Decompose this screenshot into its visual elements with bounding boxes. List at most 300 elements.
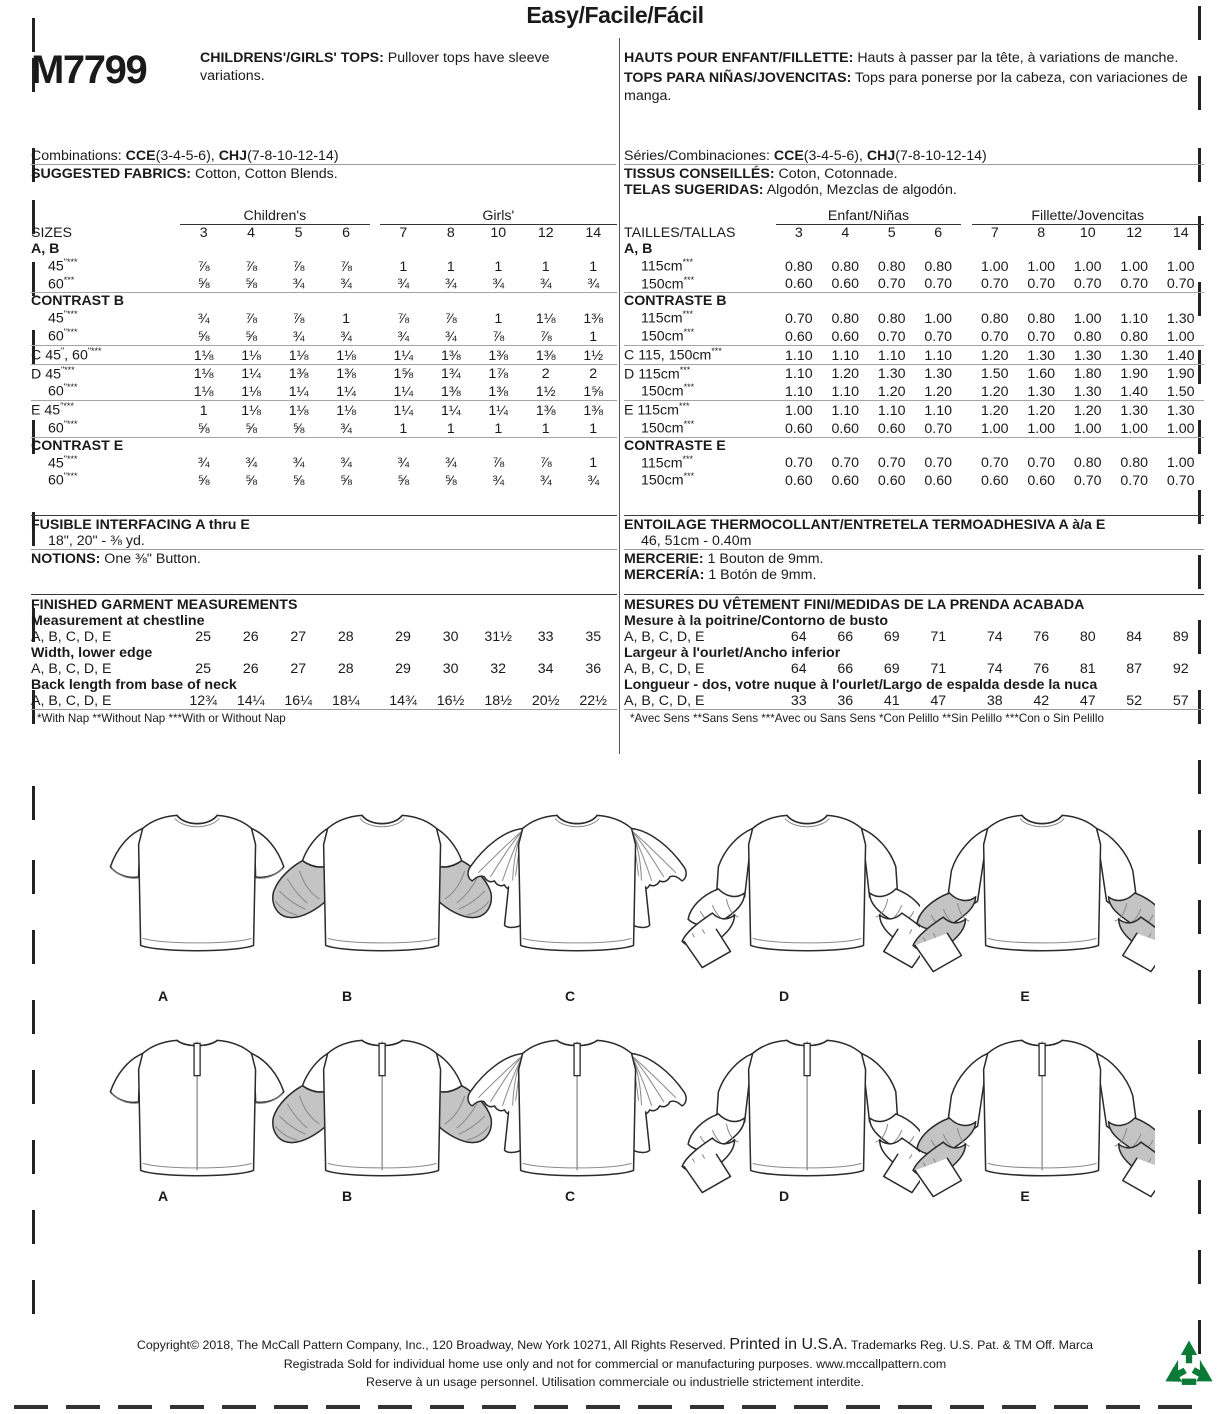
yardage-cell: 1⅛ <box>322 401 369 419</box>
yardage-cell: ⅝ <box>197 473 210 490</box>
measurement-caption-row <box>31 613 617 629</box>
yardage-cell: 1.30 <box>1018 345 1064 364</box>
group-gap <box>370 437 380 454</box>
yardage-cell: 0.70 <box>1073 473 1102 490</box>
size-header-7: 7 <box>399 225 408 241</box>
measurement-cell: 35 <box>585 629 602 645</box>
yardage-cell: ⅝ <box>197 420 210 437</box>
yardage-cell: 1.20 <box>1064 401 1110 419</box>
measurement-cell: 34 <box>537 661 554 677</box>
yardage-cell <box>822 293 868 310</box>
yardage-cell: 1.00 <box>980 420 1009 437</box>
yardage-row-label: A, B <box>624 241 653 257</box>
yardage-cell: ⅞ <box>539 455 552 472</box>
yardage-cell <box>569 293 617 310</box>
group-gap <box>961 225 971 242</box>
yardage-cell: 0.80 <box>784 258 813 275</box>
yardage-cell: 0.70 <box>1027 276 1056 293</box>
yardage-cell <box>227 241 274 257</box>
measurement-cell: 16¼ <box>284 693 313 709</box>
yardage-cell: ¾ <box>492 276 505 293</box>
yardage-cell: 1.00 <box>980 258 1009 275</box>
yardage-data-row <box>624 471 1204 489</box>
yardage-cell: 1.20 <box>980 384 1009 401</box>
measurement-cell: 64 <box>790 629 807 645</box>
entoilage-title: ENTOILAGE THERMOCOLLANT/ENTRETELA TERMOADHESIVA A à/a E <box>624 517 1106 533</box>
yardage-section-header-row <box>624 437 1204 454</box>
yardage-cell: 0.60 <box>784 276 813 293</box>
yardage-data-row <box>624 327 1204 345</box>
measurement-cell: 18¼ <box>331 693 360 709</box>
size-group-header-row <box>624 208 1204 225</box>
group-gap <box>370 629 380 645</box>
measurement-cell: 16½ <box>436 693 465 709</box>
yardage-cell <box>1111 241 1157 257</box>
yardage-cell <box>180 437 227 454</box>
measurement-caption-row <box>624 677 1204 693</box>
yardage-row-label: 60"*** <box>48 327 78 345</box>
measurement-cell: 30 <box>442 629 459 645</box>
sizes-row <box>31 225 617 242</box>
yardage-row-label: CONTRAST B <box>31 293 180 310</box>
group-gap <box>961 293 971 310</box>
sizes-label: TAILLES/TALLAS <box>624 225 736 241</box>
garment-view-back-e <box>905 1025 1155 1215</box>
cut-line-dash <box>534 1405 568 1409</box>
telas-label: TELAS SUGERIDAS: <box>624 182 764 198</box>
yardage-cell: 0.70 <box>924 328 953 345</box>
combinations-right <box>624 148 1204 198</box>
measurement-cell: 41 <box>883 693 900 709</box>
yardage-cell: 0.70 <box>877 276 906 293</box>
yardage-cell <box>822 437 868 454</box>
yardage-cell: 1.30 <box>1064 345 1110 364</box>
yardage-cell: 1.00 <box>1073 311 1102 328</box>
yardage-cell <box>227 437 274 454</box>
yardage-section-header-row <box>31 437 617 454</box>
yardage-cell: 0.80 <box>1027 311 1056 328</box>
yardage-cell: 1¼ <box>336 384 356 401</box>
yardage-row-label: 45"*** <box>48 309 78 328</box>
registration-tick <box>1198 760 1201 794</box>
yardage-cell: 1⅛ <box>322 345 369 364</box>
measurement-cell: 66 <box>837 629 854 645</box>
yardage-cell <box>776 241 822 257</box>
yardage-cell: ¾ <box>397 328 410 345</box>
cut-line-dash <box>794 1405 828 1409</box>
yardage-table-metric <box>624 208 1204 489</box>
tissus-value: Coton, Cotonnade. <box>774 166 898 182</box>
measurement-cell: 69 <box>883 629 900 645</box>
group-gap <box>961 693 971 709</box>
yardage-cell: ¾ <box>397 276 410 293</box>
measurement-cell: 14¾ <box>389 693 417 709</box>
measurement-cell: 22½ <box>579 693 608 709</box>
yardage-cell: 0.60 <box>784 473 813 490</box>
yardage-data-row <box>31 364 617 382</box>
group-gap <box>961 661 971 677</box>
yardage-cell: 0.80 <box>1073 328 1102 345</box>
group-gap <box>961 629 971 645</box>
notions-label: NOTIONS: <box>31 551 101 567</box>
yardage-cell: 1 <box>589 328 598 345</box>
measurement-caption: Measurement at chestline <box>31 613 205 629</box>
yardage-row-label: D 115cm*** <box>624 364 776 382</box>
yardage-cell: 0.60 <box>877 473 906 490</box>
cut-line-dash <box>1106 1405 1140 1409</box>
group-gap <box>370 419 380 437</box>
spacer-cell <box>624 208 776 225</box>
yardage-cell <box>380 293 427 310</box>
footer-line-2: Registrada Sold for individual home use only and not for commercial or manufacturing purposes. www.mccallpattern.com <box>283 1357 947 1372</box>
yardage-cell: 0.80 <box>831 258 860 275</box>
measurement-values-row <box>624 629 1204 645</box>
yardage-cell: 0.70 <box>1027 328 1056 345</box>
measurement-caption-row <box>31 645 617 661</box>
view-label-back-b: B <box>341 1188 353 1204</box>
yardage-cell: 1¼ <box>380 345 427 364</box>
yardage-cell: 1⅛ <box>180 364 227 382</box>
spacer-cell <box>31 208 180 225</box>
measurement-cell: 84 <box>1126 629 1143 645</box>
group-header-children: Children's <box>180 208 370 225</box>
garment-view-front-c <box>440 800 690 990</box>
measurement-cell: 26 <box>242 661 259 677</box>
entoilage-value: 46, 51cm - 0.40m <box>641 533 752 549</box>
yardage-cell: 1¼ <box>393 384 414 401</box>
measurement-cell: 71 <box>930 661 947 677</box>
yardage-cell <box>475 437 522 454</box>
group-gap <box>370 241 380 257</box>
group-gap <box>370 382 380 400</box>
yardage-cell: ⅝ <box>397 473 410 490</box>
finished-measurements-imperial <box>31 594 617 725</box>
finished-measurements-grid <box>624 613 1204 709</box>
yardage-data-row <box>624 419 1204 437</box>
view-label-front-d: D <box>778 988 790 1004</box>
yardage-cell: 1⅞ <box>475 364 522 382</box>
yardage-data-row <box>31 309 617 327</box>
measurement-cell: 18½ <box>484 693 512 709</box>
group-gap <box>370 471 380 489</box>
yardage-cell: 1.30 <box>1166 311 1195 328</box>
yardage-cell: 1.30 <box>1073 384 1102 401</box>
measurement-caption: Back length from base of neck <box>31 677 237 693</box>
group-gap <box>370 275 380 293</box>
combo-code-chj-fr: CHJ <box>866 148 896 164</box>
cut-line-dash <box>430 1405 464 1409</box>
yardage-cell <box>1064 293 1110 310</box>
combo-sizes-cce-fr: (3-4-5-6), <box>803 148 867 164</box>
yardage-cell: 1⅜ <box>522 345 569 364</box>
cut-line-dash <box>638 1405 672 1409</box>
yardage-row-label: CONTRASTE B <box>624 293 776 310</box>
cut-line-dash <box>690 1405 724 1409</box>
yardage-cell: 0.70 <box>1073 276 1102 293</box>
yardage-cell: 1.90 <box>1157 364 1204 382</box>
view-label-back-e: E <box>1020 1188 1030 1204</box>
measurement-cell: 25 <box>195 661 212 677</box>
measurement-row-label: A, B, C, D, E <box>624 693 705 709</box>
combo-sizes-chj-fr: (7-8-10-12-14) <box>895 148 987 164</box>
yardage-cell: ⅞ <box>340 258 352 275</box>
yardage-cell: 1.20 <box>1018 401 1064 419</box>
yardage-cell: 0.60 <box>784 328 813 345</box>
yardage-cell: 0.70 <box>980 276 1009 293</box>
yardage-cell: ⅞ <box>492 328 505 345</box>
yardage-cell: ⅝ <box>245 328 258 345</box>
yardage-data-row <box>624 401 1204 419</box>
combo-sizes-chj: (7-8-10-12-14) <box>247 148 339 164</box>
footer-line-1 <box>0 1333 1230 1356</box>
description-spanish-title: TOPS PARA NIÑAS/JOVENCITAS: <box>624 69 852 86</box>
yardage-cell <box>915 293 961 310</box>
yardage-cell: 0.70 <box>1027 455 1056 472</box>
yardage-cell <box>1018 241 1064 257</box>
yardage-row-label: 45"*** <box>48 257 78 275</box>
view-label-back-d: D <box>778 1188 790 1204</box>
yardage-cell: 1.20 <box>972 401 1018 419</box>
mercerie-label: MERCERIE: <box>624 551 704 567</box>
yardage-section-header-row <box>624 293 1204 310</box>
yardage-cell <box>522 241 569 257</box>
yardage-cell: 1.10 <box>776 345 822 364</box>
size-header-5: 5 <box>294 225 303 241</box>
copyright-text: Copyright© 2018, The McCall Pattern Company, Inc., 120 Broadway, New York 10271, All Rights Reserved. <box>136 1338 730 1352</box>
yardage-cell: 1 <box>446 420 455 437</box>
yardage-cell <box>972 241 1018 257</box>
yardage-cell <box>776 293 822 310</box>
measurement-cell: 87 <box>1126 661 1143 677</box>
notions-line <box>31 549 617 567</box>
yardage-cell: 1 <box>446 258 455 275</box>
description-french-title: HAUTS POUR ENFANT/FILLETTE: <box>624 50 854 66</box>
yardage-cell <box>822 241 868 257</box>
yardage-cell <box>380 437 427 454</box>
suggested-fabrics-label: SUGGESTED FABRICS: <box>31 166 192 182</box>
telas-line <box>624 182 1204 198</box>
group-gap <box>961 275 971 293</box>
yardage-cell: 0.80 <box>924 258 953 275</box>
mercerie-value: 1 Bouton de 9mm. <box>703 551 824 567</box>
group-header-girls: Fillette/Jovencitas <box>972 208 1204 225</box>
yardage-cell: 1⅝ <box>583 384 604 401</box>
yardage-cell <box>1157 437 1204 454</box>
yardage-data-row <box>31 382 617 400</box>
yardage-cell: 1.10 <box>915 401 961 419</box>
yardage-section-header-row <box>31 241 617 257</box>
yardage-cell: 1.00 <box>1166 328 1195 345</box>
yardage-cell: 1⅛ <box>275 345 322 364</box>
yardage-cell: 1.10 <box>915 345 961 364</box>
yardage-cell: 0.80 <box>877 258 906 275</box>
yardage-table-imperial <box>31 208 617 489</box>
yardage-cell: 1 <box>589 258 598 275</box>
yardage-row-label: E 45"*** <box>31 401 180 419</box>
merceria-label: MERCERÍA: <box>624 567 705 583</box>
series-label: Séries/Combinaciones: <box>624 148 774 164</box>
yardage-cell: 0.60 <box>831 420 860 437</box>
tissus-line <box>624 164 1204 182</box>
yardage-cell: 1 <box>589 455 598 472</box>
yardage-cell: 1.40 <box>1157 345 1204 364</box>
measurement-cell: 38 <box>986 693 1003 709</box>
yardage-cell: 1.00 <box>924 311 953 328</box>
cut-line-dash <box>846 1405 880 1409</box>
size-header-7: 7 <box>990 225 999 241</box>
yardage-cell <box>1111 293 1157 310</box>
group-gap <box>961 454 971 472</box>
group-gap <box>961 364 971 382</box>
yardage-cell: 1.30 <box>915 364 961 382</box>
yardage-row-label: 150cm*** <box>641 382 695 401</box>
group-gap <box>370 454 380 472</box>
yardage-cell: 1.00 <box>1120 258 1148 275</box>
measurement-caption-row <box>624 613 1204 629</box>
yardage-cell <box>427 241 474 257</box>
description-french-body: Hauts à passer par la tête, à variations de manche. <box>857 50 1179 66</box>
measurement-cell: 64 <box>790 661 807 677</box>
yardage-cell: 1.20 <box>972 345 1018 364</box>
yardage-cell: 1.00 <box>1073 420 1102 437</box>
yardage-cell: ¾ <box>340 420 352 437</box>
yardage-cell: 1.50 <box>972 364 1018 382</box>
cut-line-dash <box>274 1405 308 1409</box>
group-gap <box>961 419 971 437</box>
yardage-cell: 1 <box>541 258 550 275</box>
yardage-cell: 1.30 <box>869 364 915 382</box>
yardage-cell: ¾ <box>397 455 410 472</box>
yardage-cell <box>380 241 427 257</box>
group-header-girls: Girls' <box>380 208 617 225</box>
yardage-data-row <box>624 275 1204 293</box>
yardage-cell: 0.60 <box>980 473 1009 490</box>
yardage-row-label: CONTRASTE E <box>624 437 776 454</box>
description-french <box>624 50 1202 68</box>
yardage-cell: 1⅛ <box>193 384 214 401</box>
nap-note: *With Nap **Without Nap ***With or Without Nap <box>31 709 617 725</box>
size-header-3: 3 <box>199 225 208 241</box>
yardage-data-row <box>31 345 617 364</box>
yardage-cell: 1⅛ <box>227 401 274 419</box>
yardage-cell: ¾ <box>197 455 210 472</box>
measurement-cell: 89 <box>1172 629 1189 645</box>
yardage-cell: 0.60 <box>831 473 860 490</box>
yardage-cell: 1.30 <box>1111 345 1157 364</box>
yardage-row-label: 115cm*** <box>641 453 694 472</box>
yardage-row-label: 60"*** <box>48 382 78 401</box>
recycle-icon <box>1160 1336 1218 1399</box>
yardage-cell <box>180 241 227 257</box>
measurement-cell: 25 <box>195 629 212 645</box>
measurement-cell: 71 <box>930 629 947 645</box>
group-gap <box>370 257 380 275</box>
yardage-cell: 1.20 <box>877 384 906 401</box>
merceria-line <box>624 567 1204 583</box>
yardage-cell <box>227 293 274 310</box>
yardage-cell: 1 <box>541 420 550 437</box>
merceria-value: 1 Botón de 9mm. <box>704 567 817 583</box>
yardage-data-row <box>624 454 1204 472</box>
yardage-cell <box>1064 437 1110 454</box>
description-english-title: CHILDRENS'/GIRLS' TOPS: <box>200 50 384 66</box>
measurement-values-row <box>31 629 617 645</box>
yardage-cell <box>522 437 569 454</box>
measurement-row-label: A, B, C, D, E <box>624 661 705 677</box>
yardage-row-label: 115cm*** <box>641 309 694 328</box>
yardage-cell: ¾ <box>587 276 600 293</box>
yardage-cell: 1.10 <box>784 384 813 401</box>
yardage-cell: ⅞ <box>397 311 410 328</box>
yardage-cell <box>1157 241 1204 257</box>
yardage-cell: 0.60 <box>831 276 860 293</box>
yardage-cell: 1.20 <box>822 364 868 382</box>
group-gap <box>370 345 380 364</box>
measurement-values-row <box>624 693 1204 709</box>
yardage-cell: 1.00 <box>1027 420 1056 437</box>
group-gap <box>370 208 380 225</box>
entoilage-title-line <box>624 515 1204 533</box>
yardage-cell <box>475 241 522 257</box>
measurement-caption-row <box>31 677 617 693</box>
measurement-cell: 29 <box>395 629 411 645</box>
yardage-cell <box>869 437 915 454</box>
yardage-data-row <box>31 275 617 293</box>
yardage-cell: ⅞ <box>245 258 258 275</box>
group-gap <box>370 327 380 345</box>
yardage-cell <box>475 293 522 310</box>
group-gap <box>370 225 380 242</box>
combinations-line <box>31 148 616 164</box>
yardage-cell: ¾ <box>340 455 352 472</box>
yardage-row-label: 150cm*** <box>641 327 695 345</box>
yardage-cell: 0.60 <box>924 473 953 490</box>
finished-measurements-title: MESURES DU VÊTEMENT FINI/MEDIDAS DE LA PRENDA ACABADA <box>624 594 1204 613</box>
interfacing-notions-right <box>624 515 1204 583</box>
yardage-cell: 1.10 <box>822 345 868 364</box>
yardage-row-label: A, B <box>31 241 60 257</box>
yardage-cell: ¾ <box>292 276 305 293</box>
printed-in-usa-text: Printed in U.S.A. <box>729 1336 848 1353</box>
yardage-cell <box>322 293 369 310</box>
combinations-left <box>31 148 616 182</box>
yardage-cell: 1 <box>589 420 598 437</box>
yardage-cell: 0.70 <box>877 455 906 472</box>
yardage-cell: 1⅝ <box>380 364 427 382</box>
yardage-data-row <box>31 327 617 345</box>
measurement-caption: Width, lower edge <box>31 645 153 661</box>
yardage-section-header-row <box>31 293 617 310</box>
yardage-cell: 1.30 <box>1027 384 1056 401</box>
yardage-cell: 1.10 <box>822 401 868 419</box>
yardage-cell <box>180 293 227 310</box>
yardage-cell: 1.10 <box>1120 311 1148 328</box>
measurement-cell: 20½ <box>531 693 560 709</box>
size-header-10: 10 <box>490 225 507 241</box>
measurement-cell: 92 <box>1172 661 1189 677</box>
view-label-front-b: B <box>341 988 353 1004</box>
yardage-cell: 1⅛ <box>535 311 556 328</box>
yardage-cell: 1⅜ <box>488 384 509 401</box>
cut-line-dash <box>170 1405 204 1409</box>
yardage-cell: ¾ <box>444 328 457 345</box>
page-title: Easy/Facile/Fácil <box>526 2 704 28</box>
yardage-cell <box>275 437 322 454</box>
measurement-cell: 26 <box>242 629 259 645</box>
size-header-6: 6 <box>342 225 350 241</box>
measurement-cell: 80 <box>1079 629 1096 645</box>
measurement-cell: 69 <box>883 661 900 677</box>
